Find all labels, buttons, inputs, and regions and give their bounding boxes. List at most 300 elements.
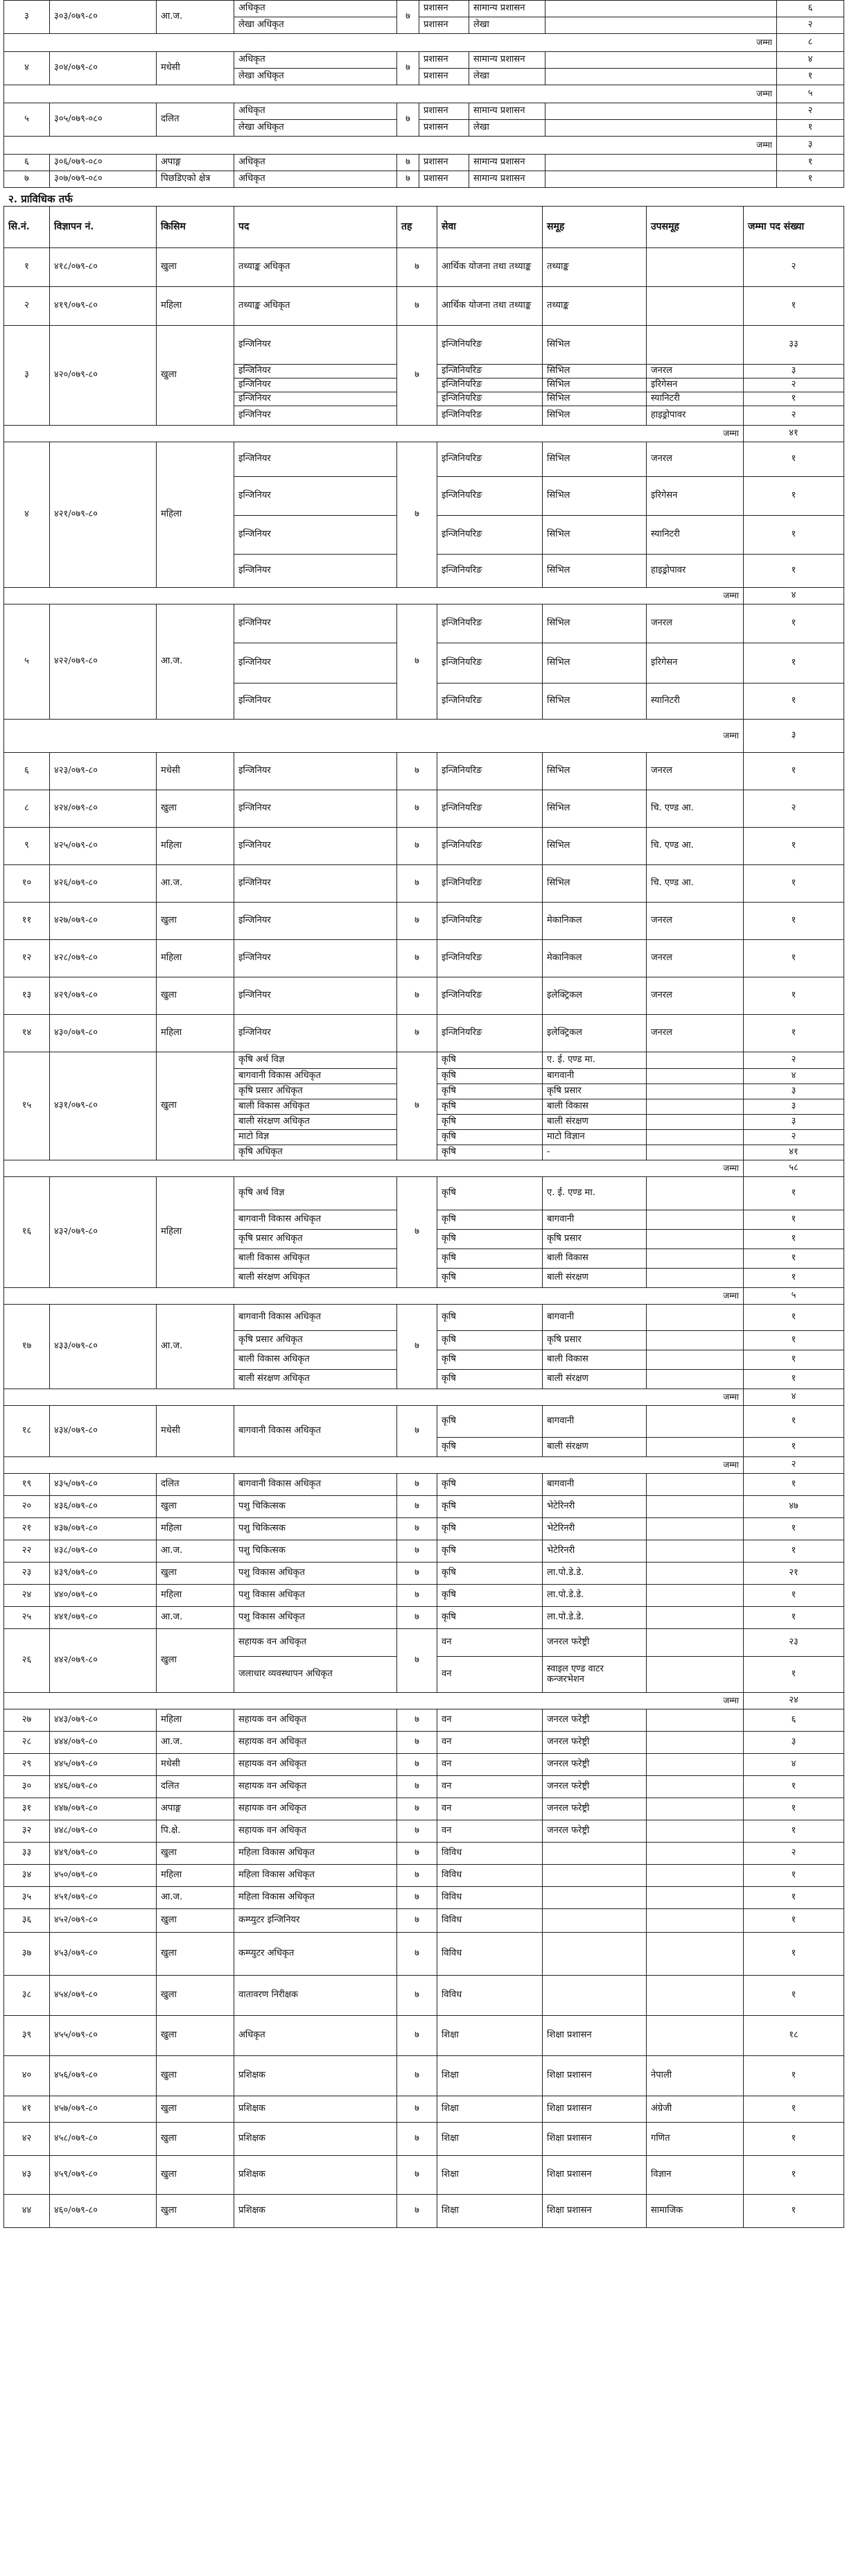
table-row xyxy=(4,1540,844,1563)
count-cell: ४ xyxy=(777,52,844,69)
post-cell: सहायक वन अधिकृत xyxy=(234,1798,397,1820)
post-cell: इन्जिनियर xyxy=(234,684,397,720)
kind-cell: महिला xyxy=(157,828,234,865)
service-cell: कृषि xyxy=(437,1518,543,1540)
kind-cell: महिला xyxy=(157,1015,234,1052)
subgroup-cell: विज्ञान xyxy=(647,2156,744,2195)
table-row xyxy=(4,1629,844,1657)
advert-no-cell: ४२१/०७९-८० xyxy=(50,442,157,588)
service-cell: इन्जिनियरिङ xyxy=(437,865,543,903)
service-cell: कृषि xyxy=(437,1406,543,1438)
count-cell: १ xyxy=(744,2096,844,2123)
count-cell: १ xyxy=(744,1976,844,2016)
level-cell: ७ xyxy=(397,52,419,85)
total-value: ४ xyxy=(744,588,844,604)
group-cell: सिभिल xyxy=(543,365,647,378)
service-cell: कृषि xyxy=(437,1438,543,1457)
kind-cell: पि.क्षे. xyxy=(157,1820,234,1843)
advert-no-cell: ४२५/०७९-८० xyxy=(50,828,157,865)
service-cell: कृषि xyxy=(437,1370,543,1389)
group-cell: सिभिल xyxy=(543,643,647,684)
service-cell: कृषि xyxy=(437,1145,543,1160)
kind-cell: महिला xyxy=(157,940,234,977)
subgroup-cell: सामाजिक xyxy=(647,2195,744,2228)
serial-cell: ४ xyxy=(4,52,50,85)
post-cell: बाली विकास अधिकृत xyxy=(234,1350,397,1370)
service-cell: विविध xyxy=(437,1887,543,1909)
count-cell: २३ xyxy=(744,1629,844,1657)
subgroup-cell xyxy=(545,69,777,85)
post-cell: इन्जिनियर xyxy=(234,406,397,426)
kind-cell: मधेसी xyxy=(157,1406,234,1457)
serial-cell: ३५ xyxy=(4,1887,50,1909)
post-cell: पशु चिकित्सक xyxy=(234,1496,397,1518)
advert-no-cell: ४४१/०७९-८० xyxy=(50,1607,157,1629)
count-cell: २ xyxy=(744,790,844,828)
table-row xyxy=(4,1909,844,1933)
kind-cell: खुला xyxy=(157,1933,234,1976)
count-cell: २ xyxy=(777,17,844,34)
group-cell: बाली संरक्षण xyxy=(543,1370,647,1389)
table-row xyxy=(4,1887,844,1909)
level-cell: ७ xyxy=(397,1015,437,1052)
group-cell: ए. ई. एण्ड मा. xyxy=(543,1052,647,1069)
count-cell: २ xyxy=(777,103,844,120)
post-cell: इन्जिनियर xyxy=(234,516,397,555)
level-cell: ७ xyxy=(397,2123,437,2156)
serial-cell: २४ xyxy=(4,1585,50,1607)
kind-cell: महिला xyxy=(157,1865,234,1887)
service-cell: इन्जिनियरिङ xyxy=(437,442,543,477)
table-row xyxy=(4,1976,844,2016)
total-row xyxy=(4,85,844,103)
group-cell: इलेक्ट्रिकल xyxy=(543,977,647,1015)
kind-cell: खुला xyxy=(157,903,234,940)
subgroup-cell xyxy=(647,1115,744,1130)
service-cell: कृषि xyxy=(437,1084,543,1099)
count-cell: २ xyxy=(744,1843,844,1865)
serial-cell: १ xyxy=(4,248,50,287)
subgroup-cell xyxy=(647,2016,744,2056)
header-serial: सि.नं. xyxy=(4,207,50,248)
advert-no-cell: ४५६/०७९-८० xyxy=(50,2056,157,2096)
service-cell: प्रशासन xyxy=(419,17,469,34)
serial-cell: ४० xyxy=(4,2056,50,2096)
count-cell: १ xyxy=(744,1776,844,1798)
service-cell: इन्जिनियरिङ xyxy=(437,604,543,643)
serial-cell: २९ xyxy=(4,1754,50,1776)
service-cell: विविध xyxy=(437,1865,543,1887)
post-cell: अधिकृत xyxy=(234,52,397,69)
count-cell: २ xyxy=(744,1052,844,1069)
total-row xyxy=(4,1160,844,1177)
group-cell: सिभिल xyxy=(543,406,647,426)
post-cell: महिला विकास अधिकृत xyxy=(234,1865,397,1887)
group-cell: बागवानी xyxy=(543,1474,647,1496)
subgroup-cell xyxy=(647,1585,744,1607)
kind-cell: महिला xyxy=(157,287,234,326)
count-cell: १ xyxy=(744,1230,844,1249)
post-cell: बागवानी विकास अधिकृत xyxy=(234,1474,397,1496)
count-cell: ४१ xyxy=(744,1145,844,1160)
subgroup-cell xyxy=(647,1820,744,1843)
group-cell: सिभिल xyxy=(543,865,647,903)
subgroup-cell xyxy=(647,1976,744,2016)
kind-cell: मधेसी xyxy=(157,1754,234,1776)
post-cell: लेखा अधिकृत xyxy=(234,17,397,34)
header-service: सेवा xyxy=(437,207,543,248)
total-label: जम्मा xyxy=(4,34,777,52)
advert-no-cell: ४३९/०७९-८० xyxy=(50,1563,157,1585)
count-cell: १ xyxy=(744,442,844,477)
header-level: तह xyxy=(397,207,437,248)
subgroup-cell xyxy=(647,1438,744,1457)
service-cell: शिक्षा xyxy=(437,2096,543,2123)
serial-cell: २ xyxy=(4,287,50,326)
group-cell: बाली विकास xyxy=(543,1099,647,1115)
post-cell: अधिकृत xyxy=(234,103,397,120)
kind-cell: आ.ज. xyxy=(157,1,234,34)
advert-no-cell: ४४९/०७९-८० xyxy=(50,1843,157,1865)
kind-cell: खुला xyxy=(157,1052,234,1160)
count-cell: १ xyxy=(744,1607,844,1629)
service-cell: इन्जिनियरिङ xyxy=(437,406,543,426)
group-cell: लेखा xyxy=(469,17,545,34)
level-cell: ७ xyxy=(397,1474,437,1496)
level-cell: ७ xyxy=(397,171,419,188)
level-cell: ७ xyxy=(397,287,437,326)
group-cell: जनरल फरेष्ट्री xyxy=(543,1732,647,1754)
group-cell xyxy=(543,1909,647,1933)
subgroup-cell xyxy=(647,1563,744,1585)
post-cell: तथ्याङ्क अधिकृत xyxy=(234,248,397,287)
group-cell: सिभिल xyxy=(543,516,647,555)
table-row xyxy=(4,1776,844,1798)
table-row xyxy=(4,977,844,1015)
group-cell: बागवानी xyxy=(543,1210,647,1230)
total-row xyxy=(4,1288,844,1305)
serial-cell: १७ xyxy=(4,1305,50,1389)
table-row xyxy=(4,1518,844,1540)
table-row xyxy=(4,1709,844,1732)
post-cell: बागवानी विकास अधिकृत xyxy=(234,1210,397,1230)
post-cell: अधिकृत xyxy=(234,171,397,188)
service-cell: इन्जिनियरिङ xyxy=(437,1015,543,1052)
service-cell: कृषि xyxy=(437,1115,543,1130)
table-row xyxy=(4,248,844,287)
subgroup-cell xyxy=(647,1607,744,1629)
total-value: ५ xyxy=(777,85,844,103)
subgroup-cell xyxy=(647,1933,744,1976)
table-row xyxy=(4,1563,844,1585)
level-cell: ७ xyxy=(397,2056,437,2096)
total-value: ४१ xyxy=(744,426,844,442)
count-cell: १ xyxy=(777,171,844,188)
count-cell: १ xyxy=(744,865,844,903)
subgroup-cell xyxy=(647,1629,744,1657)
subgroup-cell: चि. एण्ड आ. xyxy=(647,865,744,903)
group-cell: जनरल फरेष्ट्री xyxy=(543,1820,647,1843)
advert-no-cell: ३०७/०७९-०८० xyxy=(50,171,157,188)
level-cell: ७ xyxy=(397,977,437,1015)
group-cell: सिभिल xyxy=(543,604,647,643)
table-row xyxy=(4,2016,844,2056)
subgroup-cell xyxy=(545,155,777,171)
total-label: जम्मा xyxy=(4,1389,744,1406)
table-row xyxy=(4,442,844,477)
count-cell: १ xyxy=(744,828,844,865)
count-cell: ३ xyxy=(744,1732,844,1754)
advert-no-cell: ३०३/०७९-८० xyxy=(50,1,157,34)
table-row xyxy=(4,155,844,171)
serial-cell: १५ xyxy=(4,1052,50,1160)
serial-cell: ६ xyxy=(4,155,50,171)
serial-cell: ४१ xyxy=(4,2096,50,2123)
group-cell: जनरल फरेष्ट्री xyxy=(543,1776,647,1798)
count-cell: २ xyxy=(744,378,844,392)
group-cell: सिभिल xyxy=(543,442,647,477)
post-cell: पशु चिकित्सक xyxy=(234,1540,397,1563)
kind-cell: खुला xyxy=(157,2096,234,2123)
table-row xyxy=(4,1607,844,1629)
level-cell: ७ xyxy=(397,1585,437,1607)
group-cell: शिक्षा प्रशासन xyxy=(543,2056,647,2096)
advert-no-cell: ४३४/०७९-८० xyxy=(50,1406,157,1457)
subgroup-cell xyxy=(545,171,777,188)
subgroup-cell: स्यानिटरी xyxy=(647,392,744,406)
table-row xyxy=(4,903,844,940)
kind-cell: आ.ज. xyxy=(157,1540,234,1563)
subgroup-cell xyxy=(647,287,744,326)
total-row xyxy=(4,34,844,52)
table-row xyxy=(4,1585,844,1607)
serial-cell: १६ xyxy=(4,1177,50,1288)
service-cell: वन xyxy=(437,1776,543,1798)
advert-no-cell: ४१९/०७९-८० xyxy=(50,287,157,326)
total-value: ४ xyxy=(744,1389,844,1406)
group-cell xyxy=(543,1976,647,2016)
table-row xyxy=(4,1496,844,1518)
subgroup-cell: नेपाली xyxy=(647,2056,744,2096)
post-cell: अधिकृत xyxy=(234,1,397,17)
kind-cell: खुला xyxy=(157,2016,234,2056)
serial-cell: २५ xyxy=(4,1607,50,1629)
advert-no-cell: ४२२/०७९-८० xyxy=(50,604,157,720)
advert-no-cell: ४३५/०७९-८० xyxy=(50,1474,157,1496)
advert-no-cell: ४२९/०७९-८० xyxy=(50,977,157,1015)
group-cell: सिभिल xyxy=(543,392,647,406)
group-cell: भेटेरिनरी xyxy=(543,1518,647,1540)
service-cell: इन्जिनियरिङ xyxy=(437,828,543,865)
kind-cell: महिला xyxy=(157,442,234,588)
table-row xyxy=(4,1177,844,1210)
count-cell: १ xyxy=(744,1331,844,1350)
advert-no-cell: ४५९/०७९-८० xyxy=(50,2156,157,2195)
serial-cell: ३ xyxy=(4,1,50,34)
subgroup-cell: जनरल xyxy=(647,940,744,977)
subgroup-cell xyxy=(647,1370,744,1389)
service-cell: कृषि xyxy=(437,1563,543,1585)
service-cell: कृषि xyxy=(437,1269,543,1288)
service-cell: वन xyxy=(437,1798,543,1820)
serial-cell: ३० xyxy=(4,1776,50,1798)
group-cell: बाली विकास xyxy=(543,1350,647,1370)
post-cell: माटो विज्ञ xyxy=(234,1130,397,1145)
subgroup-cell xyxy=(647,1069,744,1084)
group-cell: कृषि प्रसार xyxy=(543,1230,647,1249)
post-cell: इन्जिनियर xyxy=(234,865,397,903)
group-cell: बाली विकास xyxy=(543,1249,647,1269)
post-cell: पशु विकास अधिकृत xyxy=(234,1607,397,1629)
total-label: जम्मा xyxy=(4,1457,744,1474)
total-row xyxy=(4,588,844,604)
post-cell: पशु चिकित्सक xyxy=(234,1518,397,1540)
advert-no-cell: ४५५/०७९-८० xyxy=(50,2016,157,2056)
level-cell: ७ xyxy=(397,1629,437,1693)
serial-cell: ७ xyxy=(4,171,50,188)
count-cell: १ xyxy=(744,1798,844,1820)
service-cell: वन xyxy=(437,1629,543,1657)
total-row xyxy=(4,1693,844,1709)
subgroup-cell xyxy=(647,1496,744,1518)
service-cell: आर्थिक योजना तथा तथ्याङ्क xyxy=(437,248,543,287)
count-cell: १ xyxy=(744,1865,844,1887)
level-cell: ७ xyxy=(397,1909,437,1933)
table-row xyxy=(4,103,844,120)
advert-no-cell: ४६०/०७९-८० xyxy=(50,2195,157,2228)
count-cell: ३ xyxy=(744,1115,844,1130)
group-cell: सिभिल xyxy=(543,378,647,392)
count-cell: १ xyxy=(744,977,844,1015)
kind-cell: अपाङ्ग xyxy=(157,1798,234,1820)
level-cell: ७ xyxy=(397,940,437,977)
group-cell: सिभिल xyxy=(543,684,647,720)
post-cell: इन्जिनियर xyxy=(234,828,397,865)
kind-cell: खुला xyxy=(157,2156,234,2195)
advert-no-cell: ४४५/०७९-८० xyxy=(50,1754,157,1776)
post-cell: प्रशिक्षक xyxy=(234,2123,397,2156)
post-cell: इन्जिनियर xyxy=(234,1015,397,1052)
table-row xyxy=(4,1843,844,1865)
service-cell: इन्जिनियरिङ xyxy=(437,326,543,365)
post-cell: बाली संरक्षण अधिकृत xyxy=(234,1370,397,1389)
post-cell: पशु विकास अधिकृत xyxy=(234,1585,397,1607)
post-cell: सहायक वन अधिकृत xyxy=(234,1732,397,1754)
group-cell: भेटेरिनरी xyxy=(543,1496,647,1518)
advert-no-cell: ४३७/०७९-८० xyxy=(50,1518,157,1540)
group-cell xyxy=(543,1843,647,1865)
table-row xyxy=(4,326,844,365)
group-cell xyxy=(543,1865,647,1887)
post-cell: लेखा अधिकृत xyxy=(234,69,397,85)
count-cell: १ xyxy=(744,753,844,790)
advert-no-cell: ४२३/०७९-८० xyxy=(50,753,157,790)
level-cell: ७ xyxy=(397,326,437,426)
service-cell: इन्जिनियरिङ xyxy=(437,940,543,977)
group-cell: बाली संरक्षण xyxy=(543,1269,647,1288)
count-cell: १ xyxy=(744,1015,844,1052)
post-cell: इन्जिनियर xyxy=(234,555,397,588)
kind-cell: महिला xyxy=(157,1585,234,1607)
service-cell: शिक्षा xyxy=(437,2195,543,2228)
level-cell: ७ xyxy=(397,2096,437,2123)
count-cell: १ xyxy=(744,392,844,406)
serial-cell: २७ xyxy=(4,1709,50,1732)
service-cell: इन्जिनियरिङ xyxy=(437,903,543,940)
count-cell: १ xyxy=(744,1887,844,1909)
general-admin-table xyxy=(3,0,844,188)
service-cell: कृषि xyxy=(437,1230,543,1249)
subgroup-cell: इरिगेसन xyxy=(647,477,744,516)
count-cell: १ xyxy=(744,1518,844,1540)
table-row xyxy=(4,753,844,790)
post-cell: इन्जिनियर xyxy=(234,442,397,477)
advert-no-cell: ४५८/०७९-८० xyxy=(50,2123,157,2156)
serial-cell: २१ xyxy=(4,1518,50,1540)
total-row xyxy=(4,1457,844,1474)
advert-no-cell: ४२७/०७९-८० xyxy=(50,903,157,940)
serial-cell: ३८ xyxy=(4,1976,50,2016)
count-cell: ४७ xyxy=(744,1496,844,1518)
table-row xyxy=(4,790,844,828)
count-cell: १ xyxy=(744,287,844,326)
header-advert-no: विज्ञापन नं. xyxy=(50,207,157,248)
subgroup-cell: हाइड्रोपावर xyxy=(647,406,744,426)
subgroup-cell: जनरल xyxy=(647,365,744,378)
service-cell: प्रशासन xyxy=(419,171,469,188)
serial-cell: ४ xyxy=(4,442,50,588)
level-cell: ७ xyxy=(397,1754,437,1776)
post-cell: इन्जिनियर xyxy=(234,977,397,1015)
service-cell: वन xyxy=(437,1657,543,1693)
kind-cell: आ.ज. xyxy=(157,604,234,720)
subgroup-cell: जनरल xyxy=(647,903,744,940)
level-cell: ७ xyxy=(397,1305,437,1389)
total-label: जम्मा xyxy=(4,720,744,753)
group-cell: जनरल फरेष्ट्री xyxy=(543,1629,647,1657)
level-cell: ७ xyxy=(397,1776,437,1798)
table-row xyxy=(4,1754,844,1776)
table-row xyxy=(4,1,844,17)
count-cell: १ xyxy=(744,1820,844,1843)
level-cell: ७ xyxy=(397,1709,437,1732)
service-cell: शिक्षा xyxy=(437,2016,543,2056)
count-cell: १ xyxy=(744,1585,844,1607)
kind-cell: मधेसी xyxy=(157,753,234,790)
table-row xyxy=(4,1015,844,1052)
service-cell: कृषि xyxy=(437,1350,543,1370)
group-cell: - xyxy=(543,1145,647,1160)
advert-no-cell: ३०४/०७९-८० xyxy=(50,52,157,85)
post-cell: वातावरण निरीक्षक xyxy=(234,1976,397,2016)
kind-cell: खुला xyxy=(157,1909,234,1933)
group-cell: ए. ई. एण्ड मा. xyxy=(543,1177,647,1210)
group-cell: तथ्याङ्क xyxy=(543,248,647,287)
serial-cell: २६ xyxy=(4,1629,50,1693)
service-cell: विविध xyxy=(437,1933,543,1976)
advert-no-cell: ४३२/०७९-८० xyxy=(50,1177,157,1288)
serial-cell: ३४ xyxy=(4,1865,50,1887)
advert-no-cell: ४३६/०७९-८० xyxy=(50,1496,157,1518)
service-cell: विविध xyxy=(437,1909,543,1933)
service-cell: आर्थिक योजना तथा तथ्याङ्क xyxy=(437,287,543,326)
advert-no-cell: ४४०/०७९-८० xyxy=(50,1585,157,1607)
subgroup-cell: चि. एण्ड आ. xyxy=(647,790,744,828)
count-cell: १ xyxy=(744,1540,844,1563)
subgroup-cell xyxy=(545,120,777,137)
count-cell: २ xyxy=(744,406,844,426)
technical-posts-table xyxy=(3,206,844,2228)
